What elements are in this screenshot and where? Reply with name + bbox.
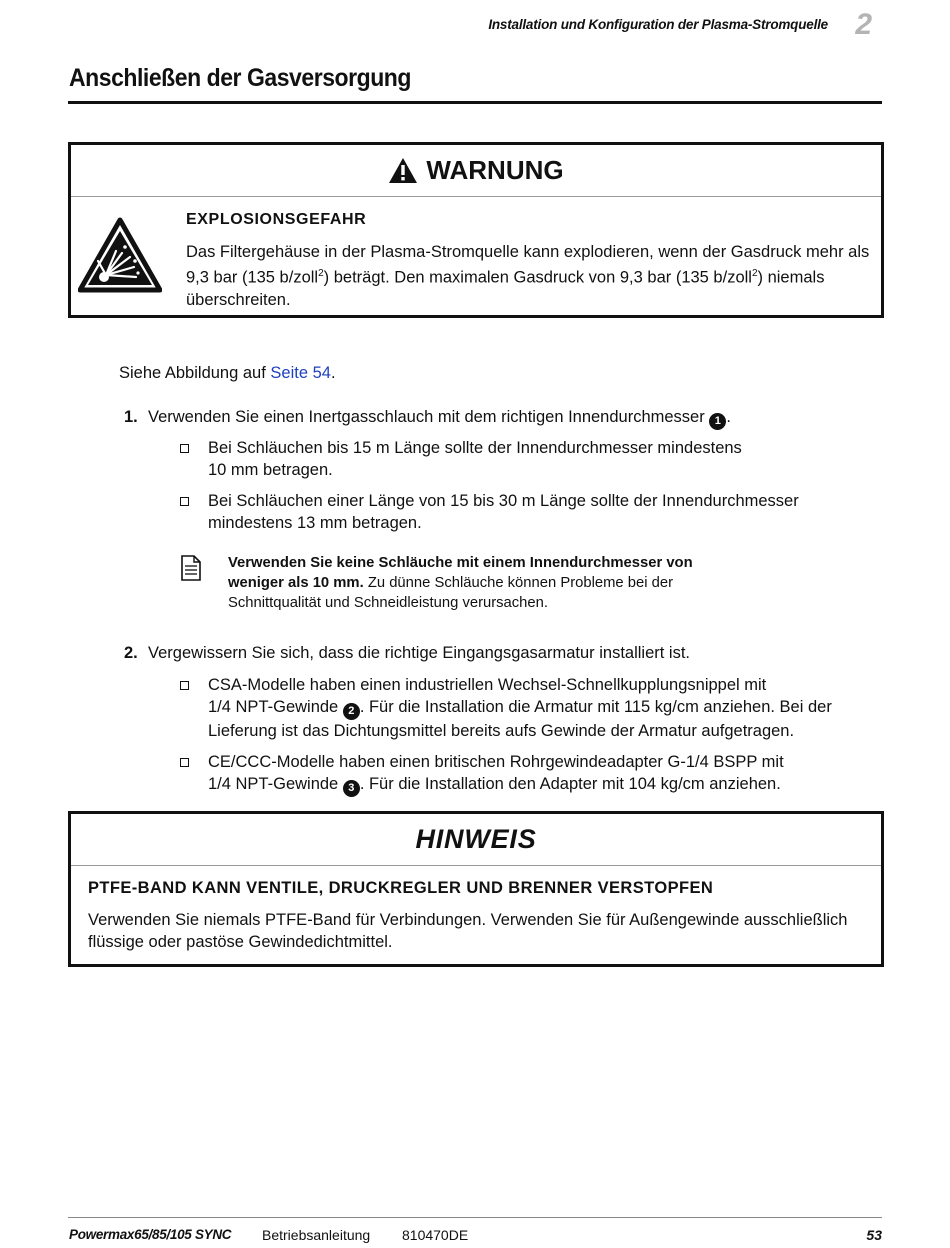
note-icon [180,555,202,581]
footer-divider [68,1217,882,1218]
notice-subtitle: PTFE-BAND KANN VENTILE, DRUCKREGLER UND BRENNER VERSTOPFEN [88,879,714,897]
warning-label: WARNUNG [426,155,564,185]
callout-3: 3 [343,780,360,797]
checkbox-bullet-icon [180,444,189,453]
notice-label: HINWEIS [415,824,537,854]
warning-text: Das Filtergehäuse in der Plasma-Stromquelle kann explodieren, wenn der Gasdruck mehr als 9,3 bar (135 b/zoll$^2$) beträgt. Den maximalen Gasdruck von 9,3 bar (135 b/zoll$^2$) niemals überschreiten. [186,243,870,309]
footer-product: Powermax65/85/105 SYNC [69,1227,232,1242]
list-item: CSA-Modelle haben einen industriellen Wechsel-Schnellkupplungsnippel mit 1/4 NPT-Gewinde 2 . Für die Installation die Armatur mit 115 kg/cm anziehen. Bei der Lieferung ist das Dichtungsmittel bereits aufs Gewinde der Armatur aufgetragen. [180,674,875,742]
page-title: Anschließen der Gasversorgung [69,64,411,92]
checkbox-bullet-icon [180,497,189,506]
warning-subtitle: EXPLOSIONSGEFAHR [186,211,367,228]
step-2: 2. Vergewissern Sie sich, dass die richtige Eingangsgasarmatur installiert ist. [124,644,691,662]
notice-text: Verwenden Sie niemals PTFE-Band für Verbindungen. Verwenden Sie für Außengewinde ausschließlich flüssige oder pastöse Gewindedichtmittel. [88,911,848,951]
warning-triangle-icon [388,157,418,184]
list-item: Bei Schläuchen bis 15 m Länge sollte der Innendurchmesser mindestens 10 mm betragen. [180,437,875,481]
callout-1: 1 [709,413,726,430]
checkbox-bullet-icon [180,681,189,690]
note-text: Verwenden Sie keine Schläuche mit einem Innendurchmesser von weniger als 10 mm. Zu dünne Schläuche können Probleme bei der Schnittqualität und Schneidleistung verursachen. [228,555,693,611]
step-1: 1. Verwenden Sie einen Inertgasschlauch mit dem richtigen Innendurchmesser 1 . [124,406,731,430]
explosion-hazard-icon [78,217,162,293]
intro-text: Siehe Abbildung auf Seite 54. [119,364,336,382]
warning-box [68,142,884,318]
list-item: CE/CCC-Modelle haben einen britischen Rohrgewindeadapter G-1/4 BSPP mit 1/4 NPT-Gewinde 3 . Für die Installation den Adapter mit 104 kg/cm anziehen. [180,751,875,797]
chapter-number: 2 [855,8,872,41]
checkbox-bullet-icon [180,758,189,767]
footer-doc-type: Betriebsanleitung [262,1227,371,1243]
notice-header [71,814,881,866]
footer-doc-code: 810470DE [402,1227,469,1243]
page-link[interactable]: Seite 54 [270,364,331,382]
page-number: 53 [866,1227,882,1243]
warning-header [71,145,881,197]
running-header: Installation und Konfiguration der Plasma-Stromquelle [488,17,828,32]
callout-2: 2 [343,703,360,720]
list-item: Bei Schläuchen einer Länge von 15 bis 30 m Länge sollte der Innendurchmesser mindestens 13 mm betragen. [180,490,875,534]
title-divider [68,101,882,104]
notice-box [68,811,884,967]
